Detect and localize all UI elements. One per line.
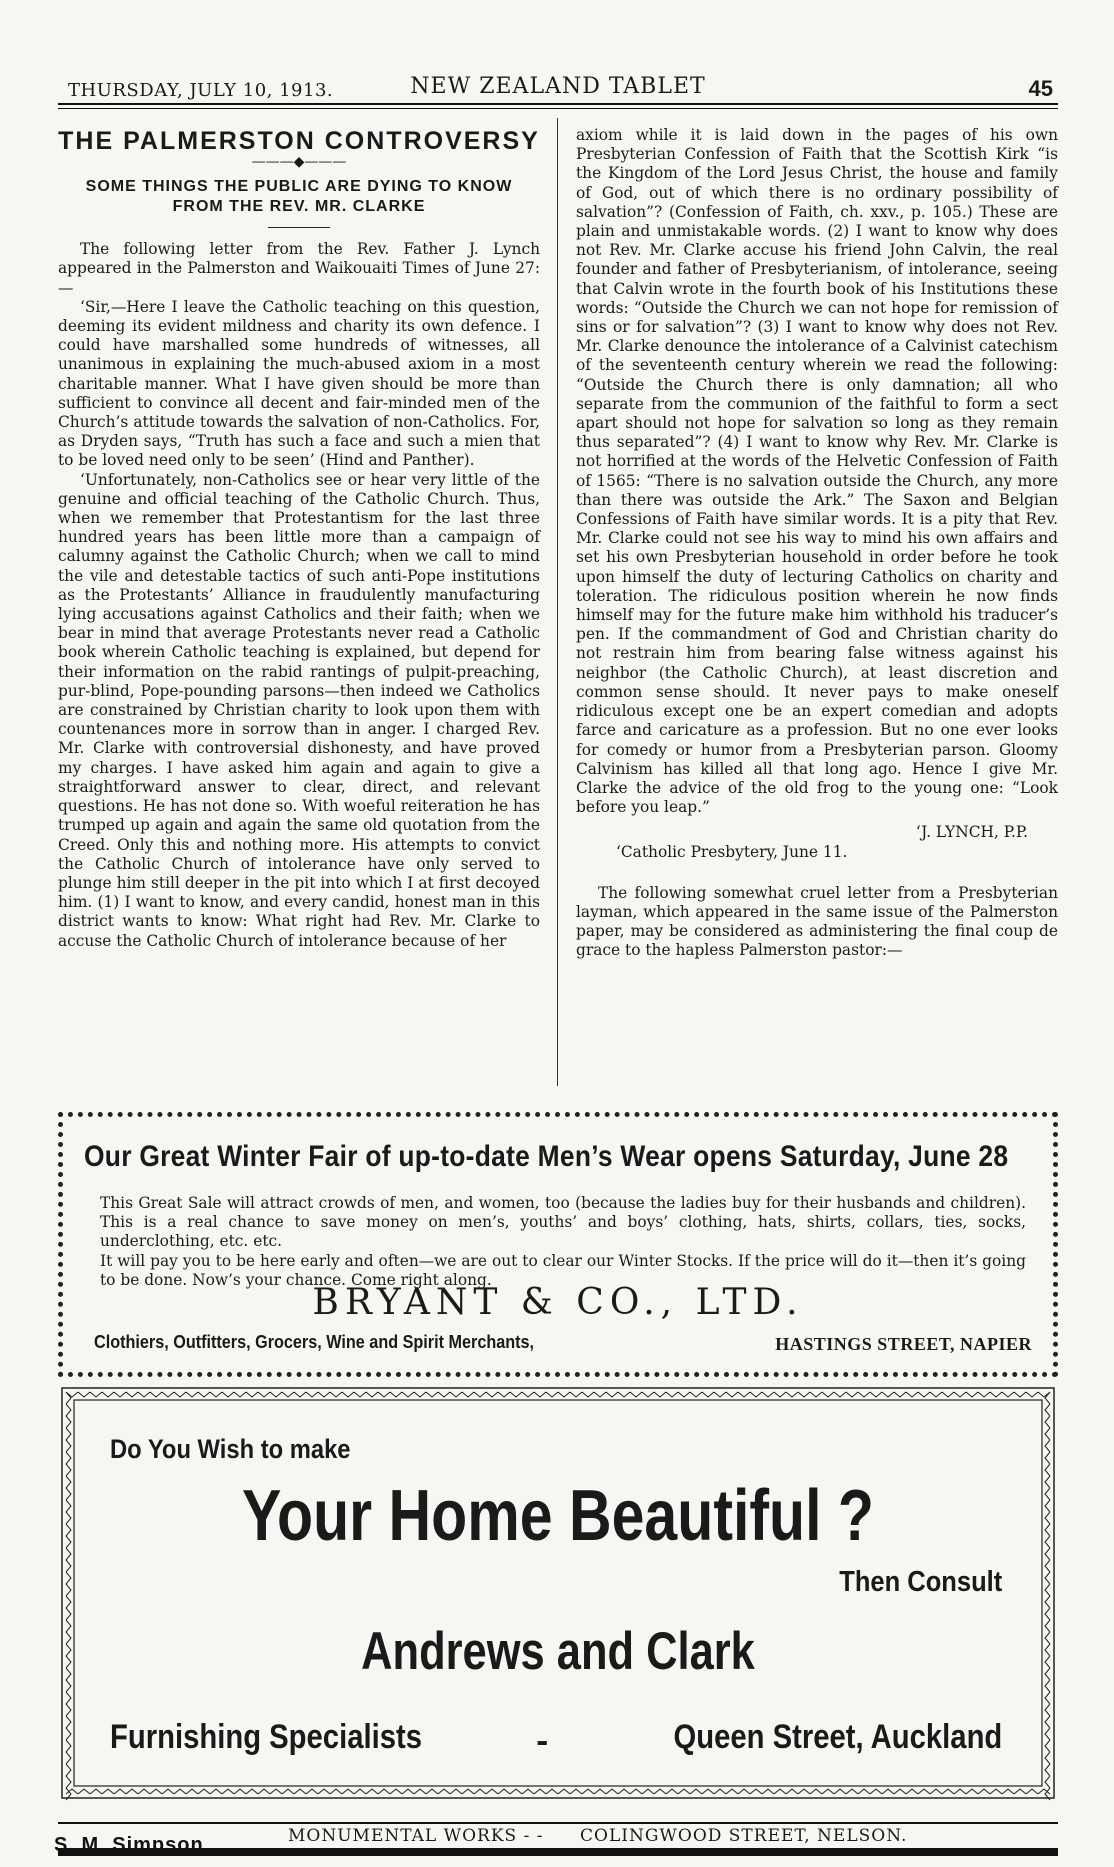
ad-company-name: BRYANT & CO., LTD. [312, 1282, 804, 1323]
ad-company-name: Andrews and Clark [361, 1622, 755, 1681]
ad-main-slogan: Your Home Beautiful ? [242, 1476, 874, 1556]
masthead-rule [58, 103, 1058, 105]
ad-body [100, 1194, 1026, 1290]
strip-advertiser: S. M. Simpson [54, 1834, 204, 1856]
article-paragraph: The following letter from the Rev. Father J. Lynch appeared in the Palmerston and Waikouaiti Times of June 27:— [58, 240, 540, 297]
ad-body-paragraph: This Great Sale will attract crowds of men, and women, too (because the ladies buy for their husbands and children). This is a real chance to save money on men’s, youths’ and boys’ clothing, hats, shirts, collars, ties, socks, underclothing, etc. etc. [100, 1194, 1026, 1251]
article-paragraph: The following somewhat cruel letter from a Presbyterian layman, which appeared in the same issue of the Palmerston paper, may be considered as administering the final coup de grace to the hapless Palmerston pastor:— [576, 883, 1058, 960]
bryant-advertisement [58, 1112, 1058, 1377]
article-headline: THE PALMERSTON CONTROVERSY [58, 127, 540, 155]
ad-intro-line: Do You Wish to make [110, 1434, 351, 1464]
letter-place-date: ‘Catholic Presbytery, June 11. [616, 842, 848, 861]
ad-consult-line: Then Consult [838, 1566, 1002, 1598]
headline-ornament: ———◆——— [251, 154, 347, 171]
andrews-clark-advertisement [58, 1384, 1058, 1802]
ad-specialty: Furnishing Specialists [110, 1718, 422, 1756]
newspaper-title: NEW ZEALAND TABLET [410, 74, 706, 99]
ad-address: HASTINGS STREET, NAPIER [775, 1334, 1032, 1354]
ad-trades: Clothiers, Outfitters, Grocers, Wine and Spirit Merchants, [94, 1332, 535, 1352]
ad-headline: Our Great Winter Fair of up-to-date Men’s Wear opens Saturday, June 28 [84, 1140, 1009, 1173]
article-paragraph: axiom while it is laid down in the pages of his own Presbyterian Confession of Faith that the Scottish Kirk “is the Kingdom of the Lord Jesus Christ, the house and family of God, out of which there is no ordinary possibility of salvation”? (Confession of Faith, ch. xxv., p. 105.) These are plain and unmistakable words. (2) I want to know why does not Rev. Mr. Clarke accuse his friend John Calvin, the real founder and father of Presbyterianism, of intolerance, seeing that Calvin wrote in the fourth book of his Institutions these words: “Outside the Church we can not hope for remission of sins or for salvation”? (3) I want to know why does not Rev. Mr. Clarke denounce the intolerance of a Calvinist catechism of the seventeenth century wherein we read the following: “Outside the Church there is only damnation; all who separate from the communion of the faithful to form a sect apart should not hope for salvation so long as they remain thus separated”? (4) I want to know why Rev. Mr. Clarke is not horrified at the words of the Helvetic Confession of Faith of 1565: “There is no salvation outside the Church, any more than there was outside the Ark.” The Saxon and Belgian Confessions of Faith have similar words. It is a pity that Rev. Mr. Clarke could not see his way to mind his own affairs and set his own Presbyterian household in order before he took upon himself the duty of lecturing Catholics on charity and toleration. The ridiculous position wherein he now finds himself may for the future make him withhold his traducer’s pen. If the commandment of God and Christian charity do not restrain him from bearing false witness against his neighbor (the Catholic Church), at least discretion and common sense should. It never pays to make oneself ridiculous except one be an expert comedian and adopts farce and caricature as a profession. But no one ever looks for comedy or humor from a Presbyterian parson. Gloomy Calvinism has killed all that long ago. Hence I give Mr. Clarke the advice of the old frog to the young one: “Look before you leap.” [576, 126, 1058, 817]
issue-date: THURSDAY, JULY 10, 1913. [68, 80, 334, 101]
article-subheadline: SOME THINGS THE PUBLIC ARE DYING TO KNOW FROM THE REV. MR. CLARKE [85, 178, 513, 216]
strip-business: MONUMENTAL WORKS - - [288, 1826, 544, 1846]
article-paragraph: ‘Unfortunately, non-Catholics see or hear very little of the genuine and official teaching of the Catholic Church. Thus, when we remember that Protestantism for the last three hundred years has been little more than a campaign of calumny against the Catholic Church; when we call to mind the vile and detestable tactics of such anti-Pope institutions as the Protestants’ Alliance in fraudulently manufacturing lying accusations against Catholics and their faith; when we bear in mind that average Protestants never read a Catholic book wherein Catholic teaching is explained, but depend for their information on the rabid rantings of pulpit-preaching, pur-blind, Pope-pounding parsons—then indeed we Catholics are constrained by Christian charity to look upon them with countenances more in sorrow than in anger. I charged Rev. Mr. Clarke with controversial dishonesty, and have proved my charges. I have asked him again and again to give a straightforward answer to clear, direct, and relevant questions. He has not done so. With woeful reiteration he has trumped up again and again the same old quotation from the Creed. Only this and nothing more. His attempts to convict the Catholic Church of intolerance have only served to plunge him still deeper in the pit into which I at first decoyed him. (1) I want to know, and every candid, honest man in this district wants to know: What right had Rev. Mr. Clarke to accuse the Catholic Church of intolerance because of her [58, 470, 540, 950]
strip-address: COLINGWOOD STREET, NELSON. [580, 1826, 908, 1846]
strip-band [58, 1848, 1058, 1856]
article-column-right [576, 126, 1058, 961]
ad-separator: - [536, 1724, 549, 1759]
masthead [58, 74, 1058, 106]
letter-signature: ‘J. LYNCH, P.P. [915, 823, 1028, 842]
ad-body-paragraph: It will pay you to be here early and often—we are out to clear our Winter Stocks. If the price will do it—then it’s going to be done. Now’s your chance. Come right along. [100, 1251, 1026, 1289]
article-column-left [58, 126, 540, 951]
section-rule [268, 227, 330, 228]
column-divider [557, 118, 558, 1086]
strip-rule [58, 1822, 1058, 1824]
page-number: 45 [1028, 76, 1053, 101]
bottom-advertisement-strip [54, 1818, 1058, 1858]
ad-address: Queen Street, Auckland [673, 1718, 1002, 1756]
article-paragraph: ‘Sir,—Here I leave the Catholic teaching on this question, deeming its evident mildness and charity its own defence. I could have marshalled some hundreds of witnesses, all unanimous in explaining the much-abused axiom in a most charitable manner. What I have given should be more than sufficient to convince all decent and fair-minded men of the Church’s attitude towards the salvation of non-Catholics. For, as Dryden says, “Truth has such a face and such a mien that to be loved need only to be seen’ (Hind and Panther). [58, 297, 540, 470]
masthead-rule-thin [58, 108, 1058, 109]
